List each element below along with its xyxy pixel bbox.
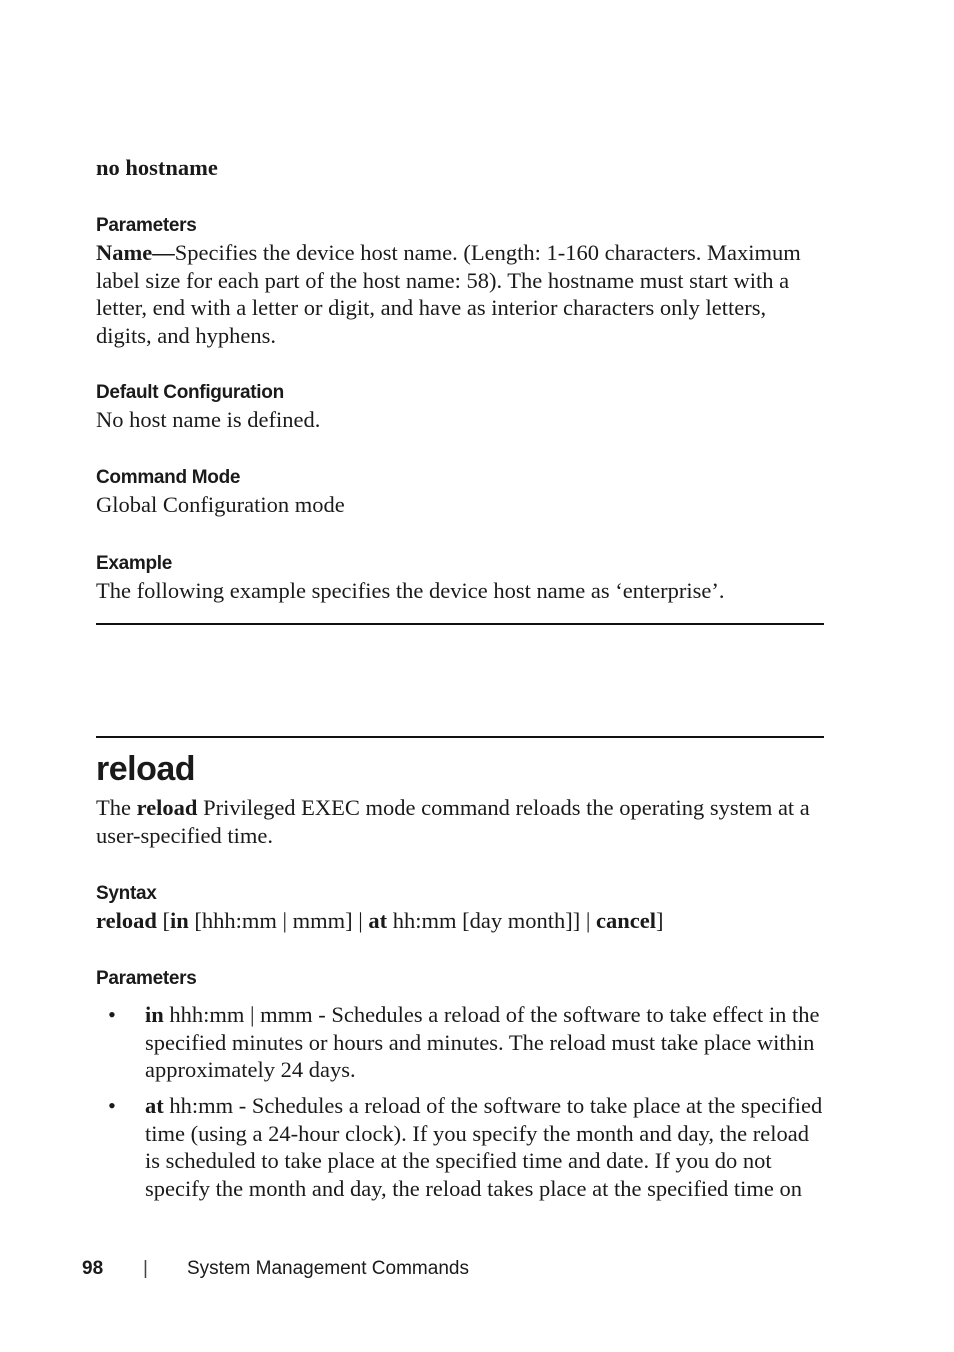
parameters-heading: Parameters [96,215,197,236]
syntax-cancel: cancel [595,908,656,933]
syntax-heading: Syntax [96,883,157,904]
bullet-text [145,1092,825,1202]
bullet-mark: • [108,1002,116,1027]
section-start-rule [96,736,824,738]
intro-pre: The [96,795,137,820]
footer-separator: | [143,1258,148,1279]
bullet-keyword: in [145,1002,164,1027]
syntax-part: ] [655,908,664,933]
command-mode-heading: Command Mode [96,467,241,488]
syntax-cmd: reload [96,908,157,933]
bullet-keyword: at [145,1093,164,1118]
syntax-part: [hhh:mm | mmm] | [188,908,369,933]
default-configuration-heading: Default Configuration [96,382,284,403]
reload-parameters-heading: Parameters [96,968,197,989]
syntax-part: [ [156,908,170,933]
syntax-at: at [368,908,388,933]
intro-text [96,794,826,849]
param-dash: — [152,240,175,265]
section-title: reload [96,750,196,788]
syntax-part: hh:mm [day month]] | [387,908,596,933]
bullet-desc: hhh:mm | mmm - Schedules a reload of the software to take effect in the specified minutes or hours and minutes. The reload must take place within approximately 24 days. [145,1002,820,1082]
intro-post: Privileged EXEC mode command reloads the operating system at a user-specified time. [96,795,810,848]
example-heading: Example [96,553,173,574]
bullet-mark: • [108,1093,116,1118]
command-line: no hostname [96,155,218,180]
syntax-in: in [169,908,189,933]
command-mode-text: Global Configuration mode [96,492,345,517]
example-text: The following example specifies the device host name as ‘enterprise’. [96,578,725,603]
page-number: 98 [82,1258,104,1279]
default-configuration-text: No host name is defined. [96,407,321,432]
param-desc: Specifies the device host name. (Length: 1-160 characters. Maximum label size for each part of the host name: 58). The hostname must start with a letter, end with a letter or digit, and have as interior characters only letters, digits, and hyphens. [96,240,801,348]
parameters-text [96,239,826,349]
bullet-text [145,1001,825,1084]
section-end-rule [96,623,824,625]
footer-section-title: System Management Commands [187,1258,469,1279]
intro-command: reload [136,795,198,820]
syntax-line [96,907,663,935]
bullet-desc: hh:mm - Schedules a reload of the software to take place at the specified time (using a 24-hour clock). If you specify the month and day, the reload is scheduled to take place at the specified time and date. If you do not specify the month and day, the reload takes place at the specified time on [145,1093,823,1201]
param-name: Name [96,240,153,265]
